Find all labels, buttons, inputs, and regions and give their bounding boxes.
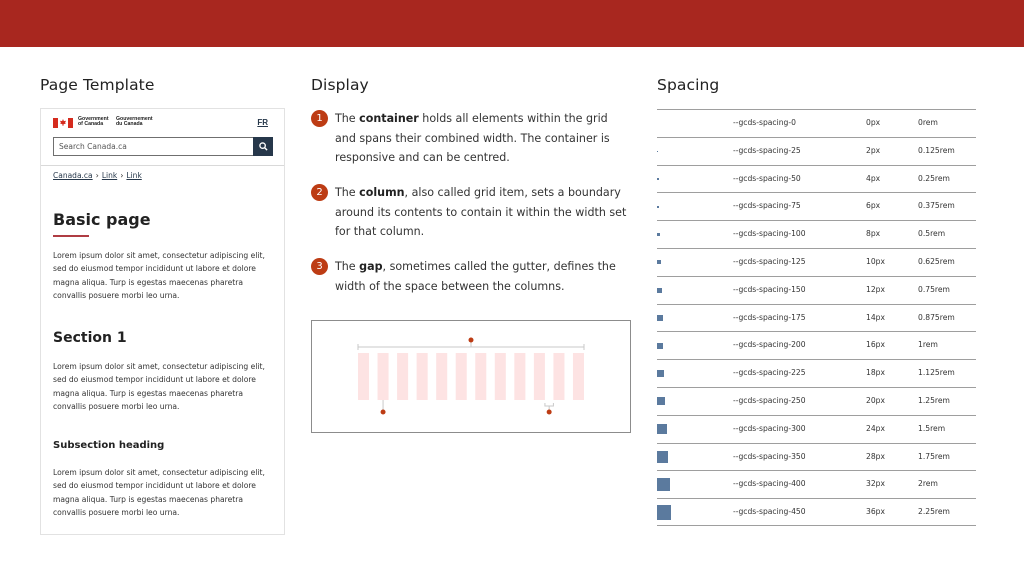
spacing-row [657,359,976,387]
chevron-right-icon: › [120,171,124,180]
spacing-rem-value: 1rem [918,340,938,350]
spacing-token-name: --gcds-spacing-300 [733,423,806,433]
canada-flag-icon [53,118,73,128]
search-form [53,137,273,156]
spacing-px-value: 4px [866,173,881,183]
spacing-token-name: --gcds-spacing-0 [733,118,796,127]
body-paragraph: Lorem ipsum dolor sit amet, consectetur adipiscing elit, sed do eiusmod tempor incididunt ut labore et dolore magna aliqua. Turp is egestas maecenas pharetra convallis posuere morbi leo urna. [53,362,265,412]
display-item-text: The gap, sometimes called the gutter, defines the width of the space between the columns. [335,260,616,293]
page-heading: Basic page [53,210,151,229]
grid-column [456,353,467,400]
spacing-row [657,192,976,220]
language-toggle-link[interactable]: FR [257,118,268,127]
gap-bracket [545,403,554,406]
search-input[interactable] [54,138,253,155]
spacing-row [657,331,976,359]
spacing-swatch [657,206,659,208]
spacing-token-name: --gcds-spacing-25 [733,145,801,155]
spacing-swatch [657,478,670,491]
gc-header [41,109,284,166]
spacing-swatch [657,424,667,434]
spacing-row [657,248,976,276]
spacing-swatch [657,315,663,321]
display-item-text: The container holds all elements within the grid and spans their combined width. The container is responsive and can be centred. [335,112,610,164]
spacing-px-value: 32px [866,479,885,489]
spacing-token-name: --gcds-spacing-175 [733,312,806,322]
grid-diagram-svg [312,321,630,432]
spacing-rem-value: 2rem [918,479,938,489]
spacing-px-value: 14px [866,312,885,322]
spacing-swatch [657,397,665,405]
spacing-rem-value: 0.125rem [918,145,955,155]
spacing-row [657,165,976,193]
spacing-row [657,109,976,137]
grid-column [378,353,389,400]
spacing-rem-value: 0.875rem [918,312,955,322]
page-template-title: Page Template [40,76,155,94]
spacing-px-value: 8px [866,229,881,239]
spacing-token-name: --gcds-spacing-400 [733,479,806,489]
spacing-token-name: --gcds-spacing-100 [733,229,806,239]
spacing-row [657,276,976,304]
spacing-swatch [657,505,671,519]
spacing-token-name: --gcds-spacing-75 [733,201,801,211]
spacing-px-value: 10px [866,256,885,266]
spacing-token-name: --gcds-spacing-150 [733,284,806,294]
search-icon [259,142,268,151]
grid-column [397,353,408,400]
spacing-swatch [657,288,662,293]
page-template-preview [40,108,285,535]
spacing-rem-value: 0.375rem [918,201,955,211]
grid-column [495,353,506,400]
grid-column [534,353,545,400]
grid-diagram [311,320,631,433]
spacing-rem-value: 0rem [918,118,938,127]
spacing-rem-value: 1.75rem [918,451,950,461]
spacing-px-value: 2px [866,145,881,155]
spacing-rem-value: 0.5rem [918,229,946,239]
breadcrumb-link-home[interactable]: Canada.ca [53,171,93,180]
spacing-px-value: 6px [866,201,881,211]
spacing-row [657,498,976,526]
spacing-px-value: 12px [866,284,885,294]
breadcrumb-link[interactable]: Link [101,171,118,180]
breadcrumb-link[interactable]: Link [126,171,142,180]
spacing-px-value: 36px [866,507,885,517]
spacing-px-value: 20px [866,395,885,405]
grid-column [417,353,428,400]
grid-column [358,353,369,400]
gap-marker [547,410,552,415]
step-number-badge: 2 [311,184,328,201]
spacing-swatch [657,370,664,377]
spacing-rem-value: 1.25rem [918,395,950,405]
brand-bar [0,0,1024,47]
spacing-title: Spacing [657,76,720,94]
grid-column [436,353,447,400]
spacing-rem-value: 0.75rem [918,284,950,294]
spacing-px-value: 24px [866,423,885,433]
header-divider [41,165,284,166]
spacing-row [657,470,976,498]
spacing-swatch [657,260,661,264]
spacing-rem-value: 1.125rem [918,368,955,378]
spacing-swatch [657,451,668,462]
spacing-swatch [657,233,660,236]
spacing-table [657,109,976,526]
spacing-rem-value: 2.25rem [918,507,950,517]
grid-column [573,353,584,400]
display-title: Display [311,76,369,94]
subsection-heading: Subsection heading [53,440,165,451]
display-item-text: The column, also called grid item, sets a boundary around its contents to contain it within the width set for that column. [335,186,627,238]
spacing-row [657,137,976,165]
grid-column [514,353,525,400]
section-heading: Section 1 [53,330,127,346]
heading-underline [53,235,89,237]
spacing-px-value: 28px [866,451,885,461]
grid-column [475,353,486,400]
gov-signature-fr: Gouvernement du Canada [116,116,153,128]
gov-signature-en: Government of Canada [78,116,109,128]
spacing-rem-value: 0.625rem [918,256,955,266]
body-paragraph: Lorem ipsum dolor sit amet, consectetur adipiscing elit, sed do eiusmod tempor incididunt ut labore et dolore magna aliqua. Turp is egestas maecenas pharetra convallis posuere morbi leo urna. [53,251,265,301]
chevron-right-icon: › [95,171,99,180]
spacing-row [657,304,976,332]
spacing-token-name: --gcds-spacing-125 [733,256,806,266]
spacing-rem-value: 1.5rem [918,423,946,433]
column-marker [381,410,386,415]
grid-column [553,353,564,400]
spacing-swatch [657,151,658,152]
step-number-badge: 3 [311,258,328,275]
spacing-row [657,387,976,415]
breadcrumb [53,171,142,180]
spacing-swatch [657,178,659,180]
spacing-token-name: --gcds-spacing-50 [733,173,801,183]
spacing-px-value: 18px [866,368,885,378]
spacing-token-name: --gcds-spacing-225 [733,368,806,378]
spacing-token-name: --gcds-spacing-350 [733,451,806,461]
spacing-token-name: --gcds-spacing-450 [733,507,806,517]
spacing-row [657,443,976,471]
spacing-row [657,220,976,248]
spacing-token-name: --gcds-spacing-200 [733,340,806,350]
spacing-token-name: --gcds-spacing-250 [733,395,806,405]
spacing-swatch [657,343,663,349]
spacing-rem-value: 0.25rem [918,173,950,183]
spacing-px-value: 0px [866,118,881,127]
body-paragraph: Lorem ipsum dolor sit amet, consectetur adipiscing elit, sed do eiusmod tempor incididunt ut labore et dolore magna aliqua. Turp is egestas maecenas pharetra convallis posuere morbi leo urna. [53,468,265,518]
container-marker [469,338,474,343]
step-number-badge: 1 [311,110,328,127]
spacing-row [657,415,976,443]
spacing-px-value: 16px [866,340,885,350]
search-button[interactable] [253,137,273,156]
